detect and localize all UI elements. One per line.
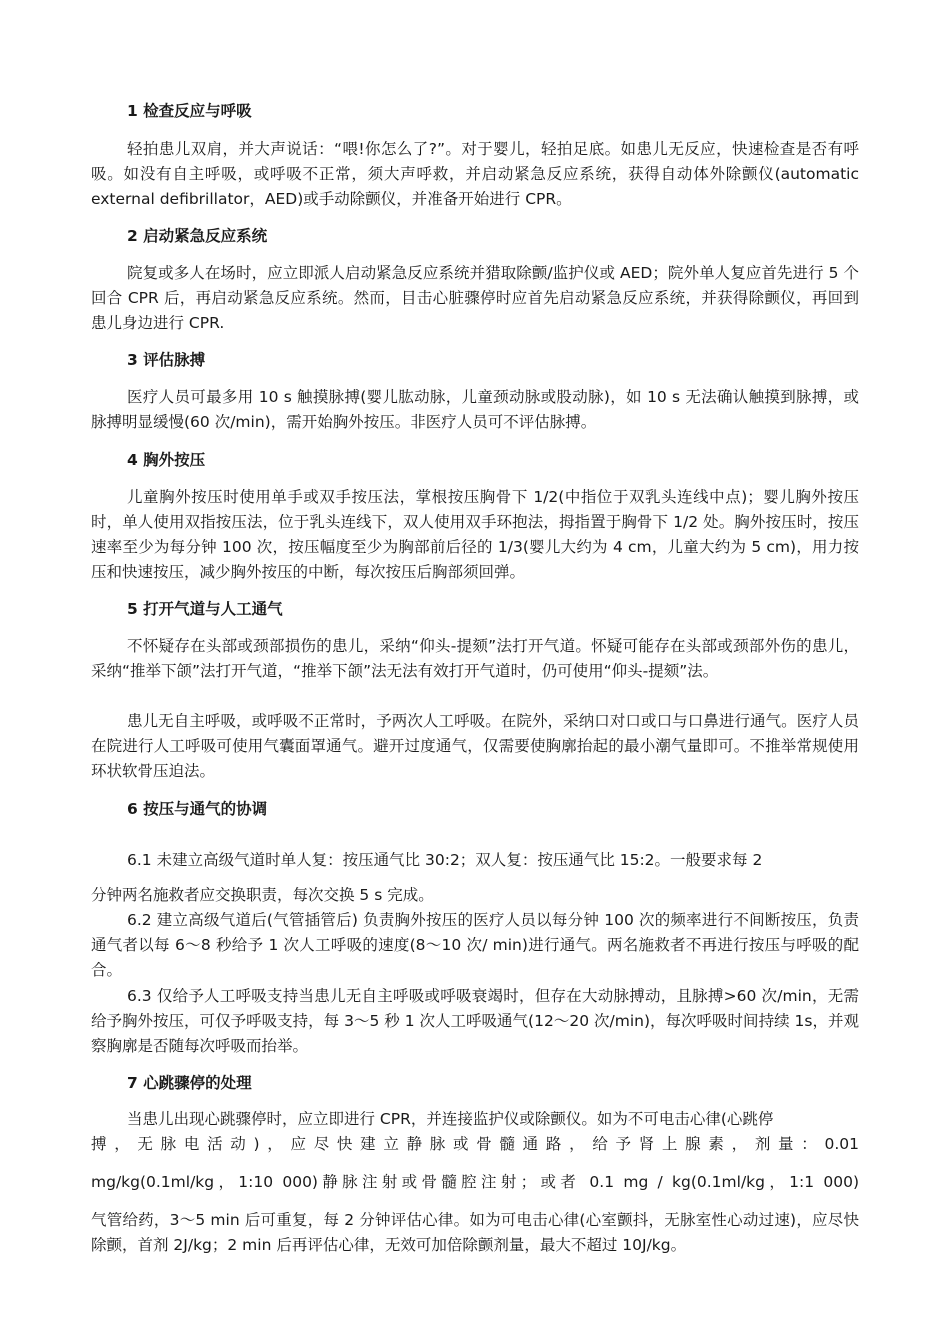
section-heading-7: 7 心跳骤停的处理: [127, 1074, 252, 1092]
section-7-paragraph-end: 气管给药，3～5 min 后可重复，每 2 分钟评估心律。如为可电击心律(心室颤抖，无脉室性心动过速)，应尽快除颤，首剂 2J/kg；2 min 后再评估心律，无效可加倍除颤剂量，最大不超过 10J/kg。: [91, 1211, 859, 1254]
section-6-1-line-2: 分钟两名施救者应交换职责，每次交换 5 s 完成。: [91, 886, 434, 904]
section-5-paragraph-2: 患儿无自主呼吸，或呼吸不正常时，予两次人工呼吸。在院外，采纳口对口或口与口鼻进行通气。医疗人员在院进行人工呼吸可使用气囊面罩通气。避开过度通气，仅需要使胸廓抬起的最小潮气量即可。不推举常规使用环状软骨压迫法。: [91, 712, 859, 780]
section-heading-4: 4 胸外按压: [127, 451, 206, 469]
section-7-line-1: 当患儿出现心跳骤停时，应立即进行 CPR，并连接监护仪或除颤仪。如为不可电击心律(心跳停: [127, 1110, 774, 1128]
section-3-paragraph: 医疗人员可最多用 10 s 触摸脉搏(婴儿肱动脉，儿童颈动脉或股动脉)，如 10 s 无法确认触摸到脉搏，或脉搏明显缓慢(60 次/min)，需开始胸外按压。非医疗人员可不评估脉搏。: [91, 388, 859, 431]
section-4-paragraph: 儿童胸外按压时使用单手或双手按压法，掌根按压胸骨下 1/2(中指位于双乳头连线中点)；婴儿胸外按压时，单人使用双指按压法，位于乳头连线下，双人使用双手环抱法，拇指置于胸骨下 1/2 处。胸外按压时，按压速率至少为每分钟 100 次，按压幅度至少为胸部前后径的 1/3(婴儿大约为 4 cm，儿童大约为 5 cm)，用力按压和快速按压，减少胸外按压的中断，每次按压后胸部须回弹。: [91, 488, 859, 581]
section-heading-1: 1 检查反应与呼吸: [127, 102, 252, 120]
section-7-line-3: mg/kg(0.1ml/kg，1:10 000)静脉注射或骨髓腔注射；或者 0.1 mg / kg(0.1ml/kg，1:1 000): [91, 1173, 859, 1191]
section-heading-2: 2 启动紧急反应系统: [127, 227, 268, 245]
section-6-2-paragraph: 6.2 建立高级气道后(气管插管后) 负责胸外按压的医疗人员以每分钟 100 次的频率进行不间断按压，负责通气者以每 6～8 秒给予 1 次人工呼吸的速度(8～10 次/ min)进行通气。两名施救者不再进行按压与呼吸的配合。: [91, 911, 859, 979]
section-6-1-line-1: 6.1 未建立高级气道时单人复：按压通气比 30:2；双人复：按压通气比 15:2。一般要求每 2: [127, 851, 763, 869]
section-heading-6: 6 按压与通气的协调: [127, 800, 268, 818]
section-1-paragraph: 轻拍患儿双肩，并大声说话：“喂!你怎么了?”。对于婴儿，轻拍足底。如患儿无反应，快速检查是否有呼吸。如没有自主呼吸，或呼吸不正常，须大声呼救，并启动紧急反应系统，获得自动体外除颤仪(automatic external defibrillator，AED)或手动除颤仪，并准备开始进行 CPR。: [91, 140, 859, 208]
section-6-3-paragraph: 6.3 仅给予人工呼吸支持当患儿无自主呼吸或呼吸衰竭时，但存在大动脉搏动，且脉搏>60 次/min，无需给予胸外按压，可仅予呼吸支持，每 3～5 秒 1 次人工呼吸通气(12～20 次/min)，每次呼吸时间持续 1s，并观察胸廓是否随每次呼吸而抬举。: [91, 987, 859, 1055]
section-5-paragraph-1: 不怀疑存在头部或颈部损伤的患儿，采纳“仰头-提颏”法打开气道。怀疑可能存在头部或颈部外伤的患儿，采纳“推举下颌”法打开气道，“推举下颌”法无法有效打开气道时，仍可使用“仰头-提颏”法。: [91, 637, 859, 680]
section-heading-3: 3 评估脉搏: [127, 351, 206, 369]
section-heading-5: 5 打开气道与人工通气: [127, 600, 283, 618]
section-2-paragraph: 院复或多人在场时，应立即派人启动紧急反应系统并猎取除颤/监护仪或 AED；院外单人复应首先进行 5 个回合 CPR 后，再启动紧急反应系统。然而，目击心脏骤停时应首先启动紧急反应系统，并获得除颤仪，再回到患儿身边进行 CPR.: [91, 264, 859, 332]
section-7-line-2: 搏，无脉电活动)，应尽快建立静脉或骨髓通路，给予肾上腺素，剂量：0.01: [91, 1135, 859, 1153]
